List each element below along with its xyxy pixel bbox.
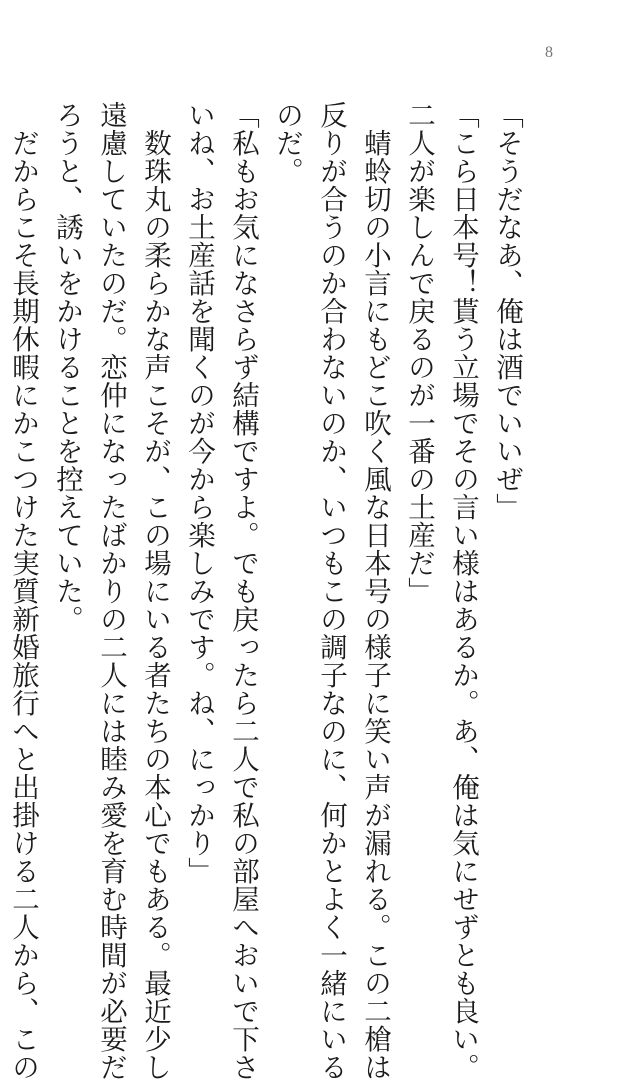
text-line: いね、お土産話を聞くのが今から楽しみです。ね、にっかり」 bbox=[183, 101, 215, 885]
text-line bbox=[0, 101, 1, 871]
text-line: 数珠丸の柔らかな声こそが、この場にいる者たちの本心でもある。最近少し bbox=[139, 101, 171, 1081]
body-text bbox=[0, 101, 529, 1081]
text-line: 蜻蛉切の小言にもどこ吹く風な日本号の様子に笑い声が漏れる。この二槍は bbox=[359, 101, 391, 1081]
text-line: ろうと、誘いをかけることを控えていた。 bbox=[51, 101, 83, 633]
text-line: 反りが合うのか合わないのか、いつもこの調子なのに、何かとよく一緒にいる bbox=[315, 101, 347, 1081]
text-line: 二人が楽しんで戻るのが一番の土産だ」 bbox=[403, 101, 435, 605]
text-line: 「私もお気になさらず結構ですよ。でも戻ったら二人で私の部屋へおいで下さ bbox=[227, 101, 259, 1081]
text-line: 「そうだなあ、俺は酒でいいぜ」 bbox=[491, 101, 523, 521]
text-line: のだ。 bbox=[271, 101, 303, 185]
text-line: 「こら日本号！貰う立場でその言い様はあるか。あ、俺は気にせずとも良い。 bbox=[447, 101, 479, 1081]
text-line: だからこそ長期休暇にかこつけた実質新婚旅行へと出掛ける二人から、この bbox=[7, 101, 39, 1081]
page-number: 8 bbox=[545, 44, 553, 61]
text-line: 遠慮していたのだ。恋仲になったばかりの二人には睦み愛を育む時間が必要だ bbox=[95, 101, 127, 1081]
